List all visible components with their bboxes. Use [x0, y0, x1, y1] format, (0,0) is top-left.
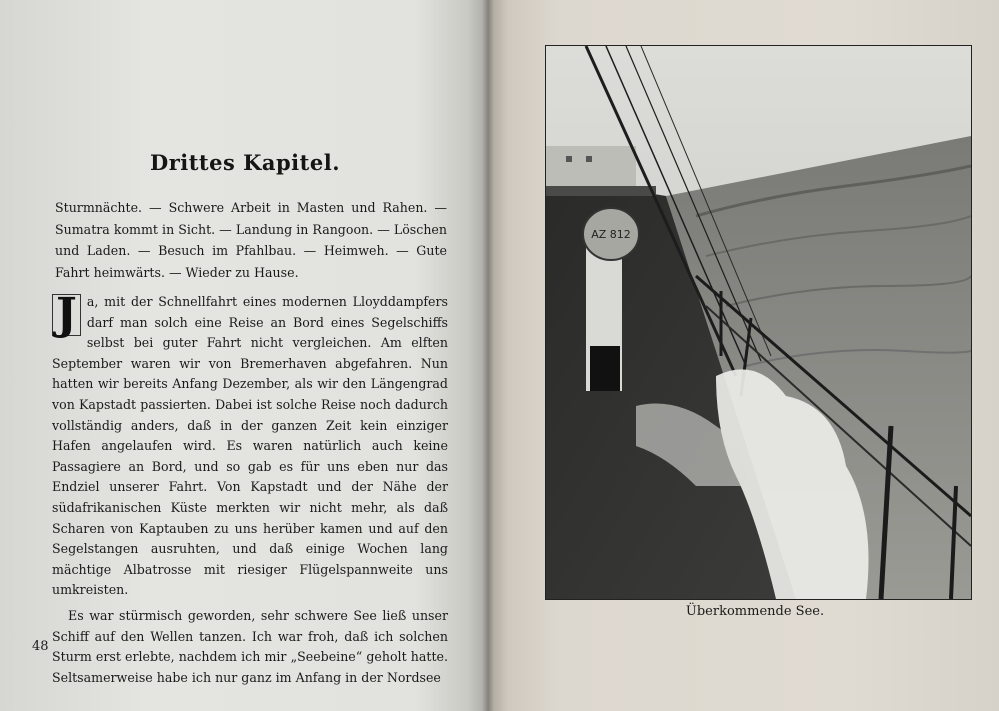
- chapter-summary: Sturmnächte. — Schwere Arbeit in Masten und Rahen. — Sumatra kommt in Sicht. — Landung in Rangoon. — Löschen und Laden. — Besuch im Pfahlbau. — Heimweh. — Gute Fahrt heimwärts. — Wieder zu Hause.: [55, 200, 447, 280]
- body-text: [52, 289, 448, 688]
- drop-cap: J: [52, 294, 81, 336]
- paragraph-2: Es war stürmisch geworden, sehr schwere See ließ unser Schiff auf den Wellen tanzen. Ich war froh, daß ich solchen Sturm erst erlebte, nachdem ich mir „Seebeine“ geholt hatte. Seltsamerweise habe ich nur ganz im Anfang in der Nordsee: [52, 607, 448, 685]
- chapter-title: Drittes Kapitel.: [149, 150, 341, 175]
- left-page: [0, 0, 488, 711]
- ship-deck-photo: [545, 45, 972, 600]
- photo-illustration: [546, 46, 971, 599]
- book-gutter: [482, 0, 494, 711]
- photo-caption: Überkommende See.: [685, 604, 825, 619]
- paragraph-1-text: a, mit der Schnellfahrt eines modernen Lloyddampfers darf man solch eine Reise an Bord eines Segelschiffs selbst bei guter Fahrt nicht vergleichen. Am elften September waren wir von Bremerhaven abgefahren. Nun hatten wir bereits Anfang Dezember, als wir den Längengrad von Kapstadt passierten. Dabei ist solche Reise noch dadurch vollständig anders, daß in der ganzen Zeit kein einziger Hafen angelaufen wird. Es waren natürlich auch keine Passagiere an Bord, und so gab es für uns eben nur das Endziel unserer Fahrt. Von Kapstadt und der Nähe der südafrikanischen Küste merkten wir nicht mehr, als daß Scharen von Kaptauben zu uns herüber kamen und auf den Segelstangen ausruhten, und daß einige Wochen lang mächtige Albatrosse mit riesiger Flügelspannweite uns umkreisten.: [52, 294, 448, 598]
- page-number: 48: [32, 639, 49, 654]
- paragraph-1: [52, 289, 448, 601]
- barrel-label: AZ 812: [591, 228, 631, 241]
